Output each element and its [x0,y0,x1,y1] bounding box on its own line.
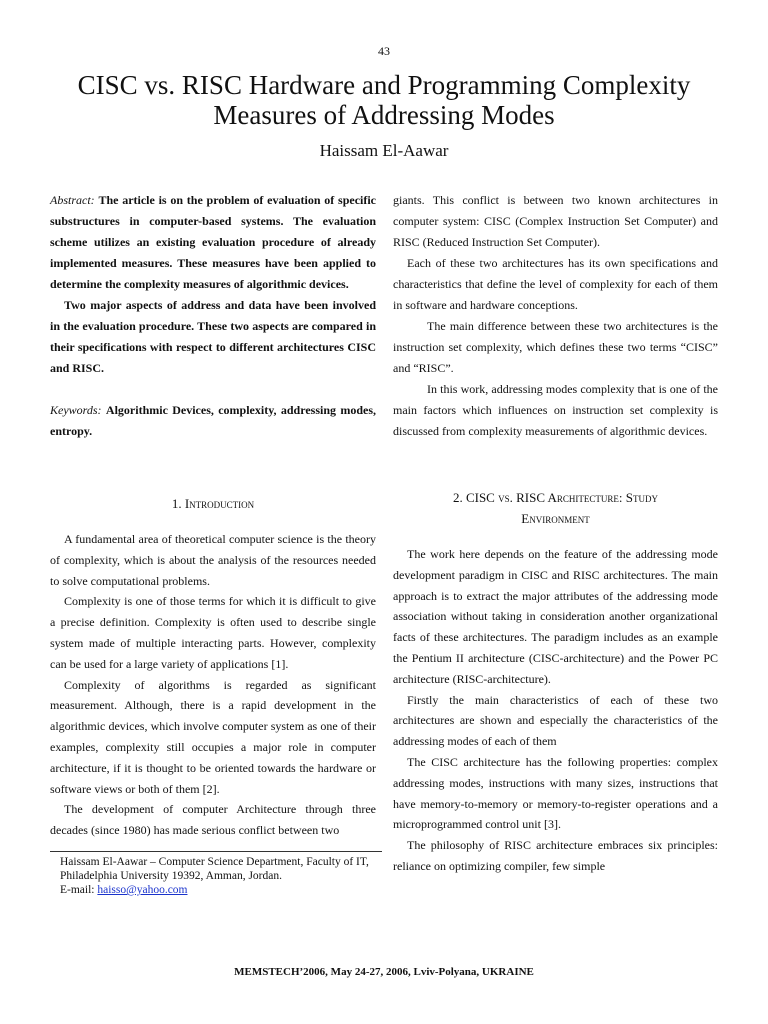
section-2-body [393,544,718,877]
footnote-email-label: E-mail: [60,884,95,896]
section-1-number: 1. [171,496,182,511]
intro-paragraph: Complexity is one of those terms for which it is difficult to give a precise definition. Complexity is often used to describe single system made of multiple interacting parts. However, complexity can be used for a large variety of applications [1]. [50,594,376,671]
abstract-text: The article is on the problem of evaluation of specific substructures in computer-based systems. The evaluation scheme utilizes an existing evaluation procedure of already implemented measures. These measures have been applied to determine the complexity measures of algorithmic devices. [50,193,377,291]
author-name: Haissam El-Aawar [319,141,449,160]
keywords-paragraph [50,400,376,442]
footnote-email-line [60,883,380,897]
right-paragraph: The main difference between these two architectures is the instruction set complexity, which defines these two terms “CISC” and “RISC”. [393,319,718,375]
section-1-title: Introduction [184,496,255,511]
intro-paragraph: The development of computer Architecture through three decades (since 1980) has made serious conflict between two [50,802,376,838]
section-2-paragraph: Firstly the main characteristics of each of these two architectures are shown and especially the characteristics of the addressing modes of each of them [393,692,718,749]
author-email-link[interactable]: haisso@yahoo.com [97,884,188,896]
section-2-paragraph: The CISC architecture has the following properties: complex addressing modes, instructions with many sizes, instructions that have memory-to-memory or memory-to-register operations and a microprogrammed control unit [3]. [393,754,718,832]
section-2-number: 2. [452,490,463,505]
left-column-abstract [50,190,376,442]
paper-title [20,70,748,130]
right-column-intro [393,190,718,442]
abstract-paragraph [50,190,376,295]
section-2-title-line-2: Environment [521,511,590,526]
keywords-text: Algorithmic Devices, complexity, addressing modes, entropy. [50,403,376,438]
author-footnote [60,855,380,897]
title-line-2: Measures of Addressing Modes [213,100,555,130]
abstract-paragraph-2: Two major aspects of address and data have been involved in the evaluation procedure. These two aspects are compared in their specifications with respect to different architectures CISC and RISC. [50,298,376,375]
introduction-body [50,529,376,841]
section-2-title-line-1: CISC vs. RISC Architecture: Study [465,490,659,505]
footnote-divider [50,851,382,852]
section-2-paragraph: The philosophy of RISC architecture embraces six principles: reliance on optimizing compiler, few simple [393,838,718,873]
right-paragraph: Each of these two architectures has its own specifications and characteristics that define the level of complexity for each of them in software and hardware conceptions. [393,256,718,312]
section-1-heading [50,493,376,514]
page-number: 43 [378,44,390,58]
footnote-affiliation: Haissam El-Aawar – Computer Science Department, Faculty of IT, Philadelphia University 19392, Amman, Jordan. [60,856,369,882]
intro-paragraph: A fundamental area of theoretical computer science is the theory of complexity, which is about the analysis of the resources needed to solve computational problems. [50,532,376,588]
conference-footer: MEMSTECH’2006, May 24-27, 2006, Lviv-Polyana, UKRAINE [234,966,534,978]
keywords-label: Keywords: [50,403,102,417]
right-paragraph: In this work, addressing modes complexity that is one of the main factors which influences on instruction set complexity is discussed from complexity measurements of algorithmic devices. [393,382,718,438]
abstract-label: Abstract: [50,193,95,207]
section-2-heading [393,487,718,529]
title-line-1: CISC vs. RISC Hardware and Programming Complexity [77,70,691,100]
right-paragraph: giants. This conflict is between two known architectures in computer system: CISC (Complex Instruction Set Computer) and RISC (Reduced Instruction Set Computer). [393,193,718,249]
intro-paragraph: Complexity of algorithms is regarded as significant measurement. Although, there is a rapid development in the algorithmic devices, which involve computer system as one of their examples, complexity still occupies a major role in computer architecture, if it is thought to be oriented towards the hardware or software views or both of them [2]. [50,677,376,796]
section-2-paragraph: The work here depends on the feature of the addressing mode development paradigm in CISC and RISC architectures. The main approach is to extract the major attributes of the addressing mode association without taking in consideration another organizational facts of these architectures. The paradigm includes as an example the Pentium II architecture (CISC-architecture) and the Power PC architecture (RISC-architecture). [393,547,718,686]
